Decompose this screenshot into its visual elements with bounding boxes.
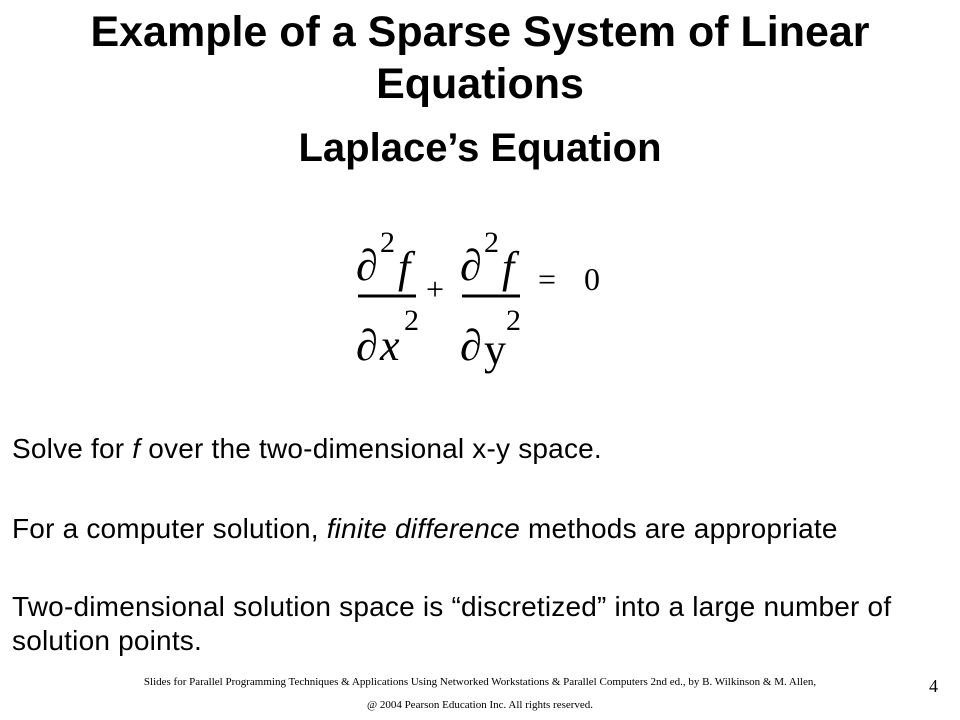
footer-copyright: @ 2004 Pearson Education Inc. All rights reserved. — [366, 699, 594, 711]
partial-symbol: ∂ — [356, 241, 378, 290]
text: For a computer solution, — [12, 513, 327, 544]
exponent: 2 — [506, 304, 521, 337]
laplace-equation — [350, 214, 620, 384]
slide-title: Example of a Sparse System of Linear Equations — [90, 8, 870, 108]
exponent: 2 — [380, 226, 395, 259]
partial-symbol: ∂ — [460, 321, 482, 370]
italic-f: f — [132, 433, 141, 464]
rhs-zero: 0 — [584, 261, 600, 297]
variable-y: y — [484, 325, 506, 374]
equation-graphic — [350, 214, 620, 384]
italic-finite-difference: finite difference — [326, 513, 520, 544]
slide-subtitle: Laplace’s Equation — [298, 126, 662, 170]
text: methods are appropriate — [520, 513, 838, 544]
equals-sign: = — [538, 261, 557, 297]
paragraph-solve — [12, 432, 952, 466]
partial-symbol: ∂ — [356, 321, 378, 370]
partial-symbol: ∂ — [460, 241, 482, 290]
page-number: 4 — [929, 676, 938, 696]
exponent: 2 — [484, 226, 499, 259]
plus-sign: + — [426, 271, 445, 307]
function-f: f — [502, 243, 515, 292]
paragraph-finite-difference — [12, 512, 952, 546]
function-f: f — [398, 243, 411, 292]
text: over the two-dimensional x-y space. — [140, 433, 602, 464]
paragraph-discretized: Two-dimensional solution space is “discretized” into a large number of solution points. — [12, 591, 892, 656]
variable-x: x — [380, 321, 400, 370]
footer-credit: Slides for Parallel Programming Techniques & Applications Using Networked Workstations & Parallel Computers 2nd ed., by B. Wilkinson & M. Allen, — [143, 676, 817, 688]
exponent: 2 — [404, 304, 419, 337]
text: Solve for — [12, 433, 133, 464]
